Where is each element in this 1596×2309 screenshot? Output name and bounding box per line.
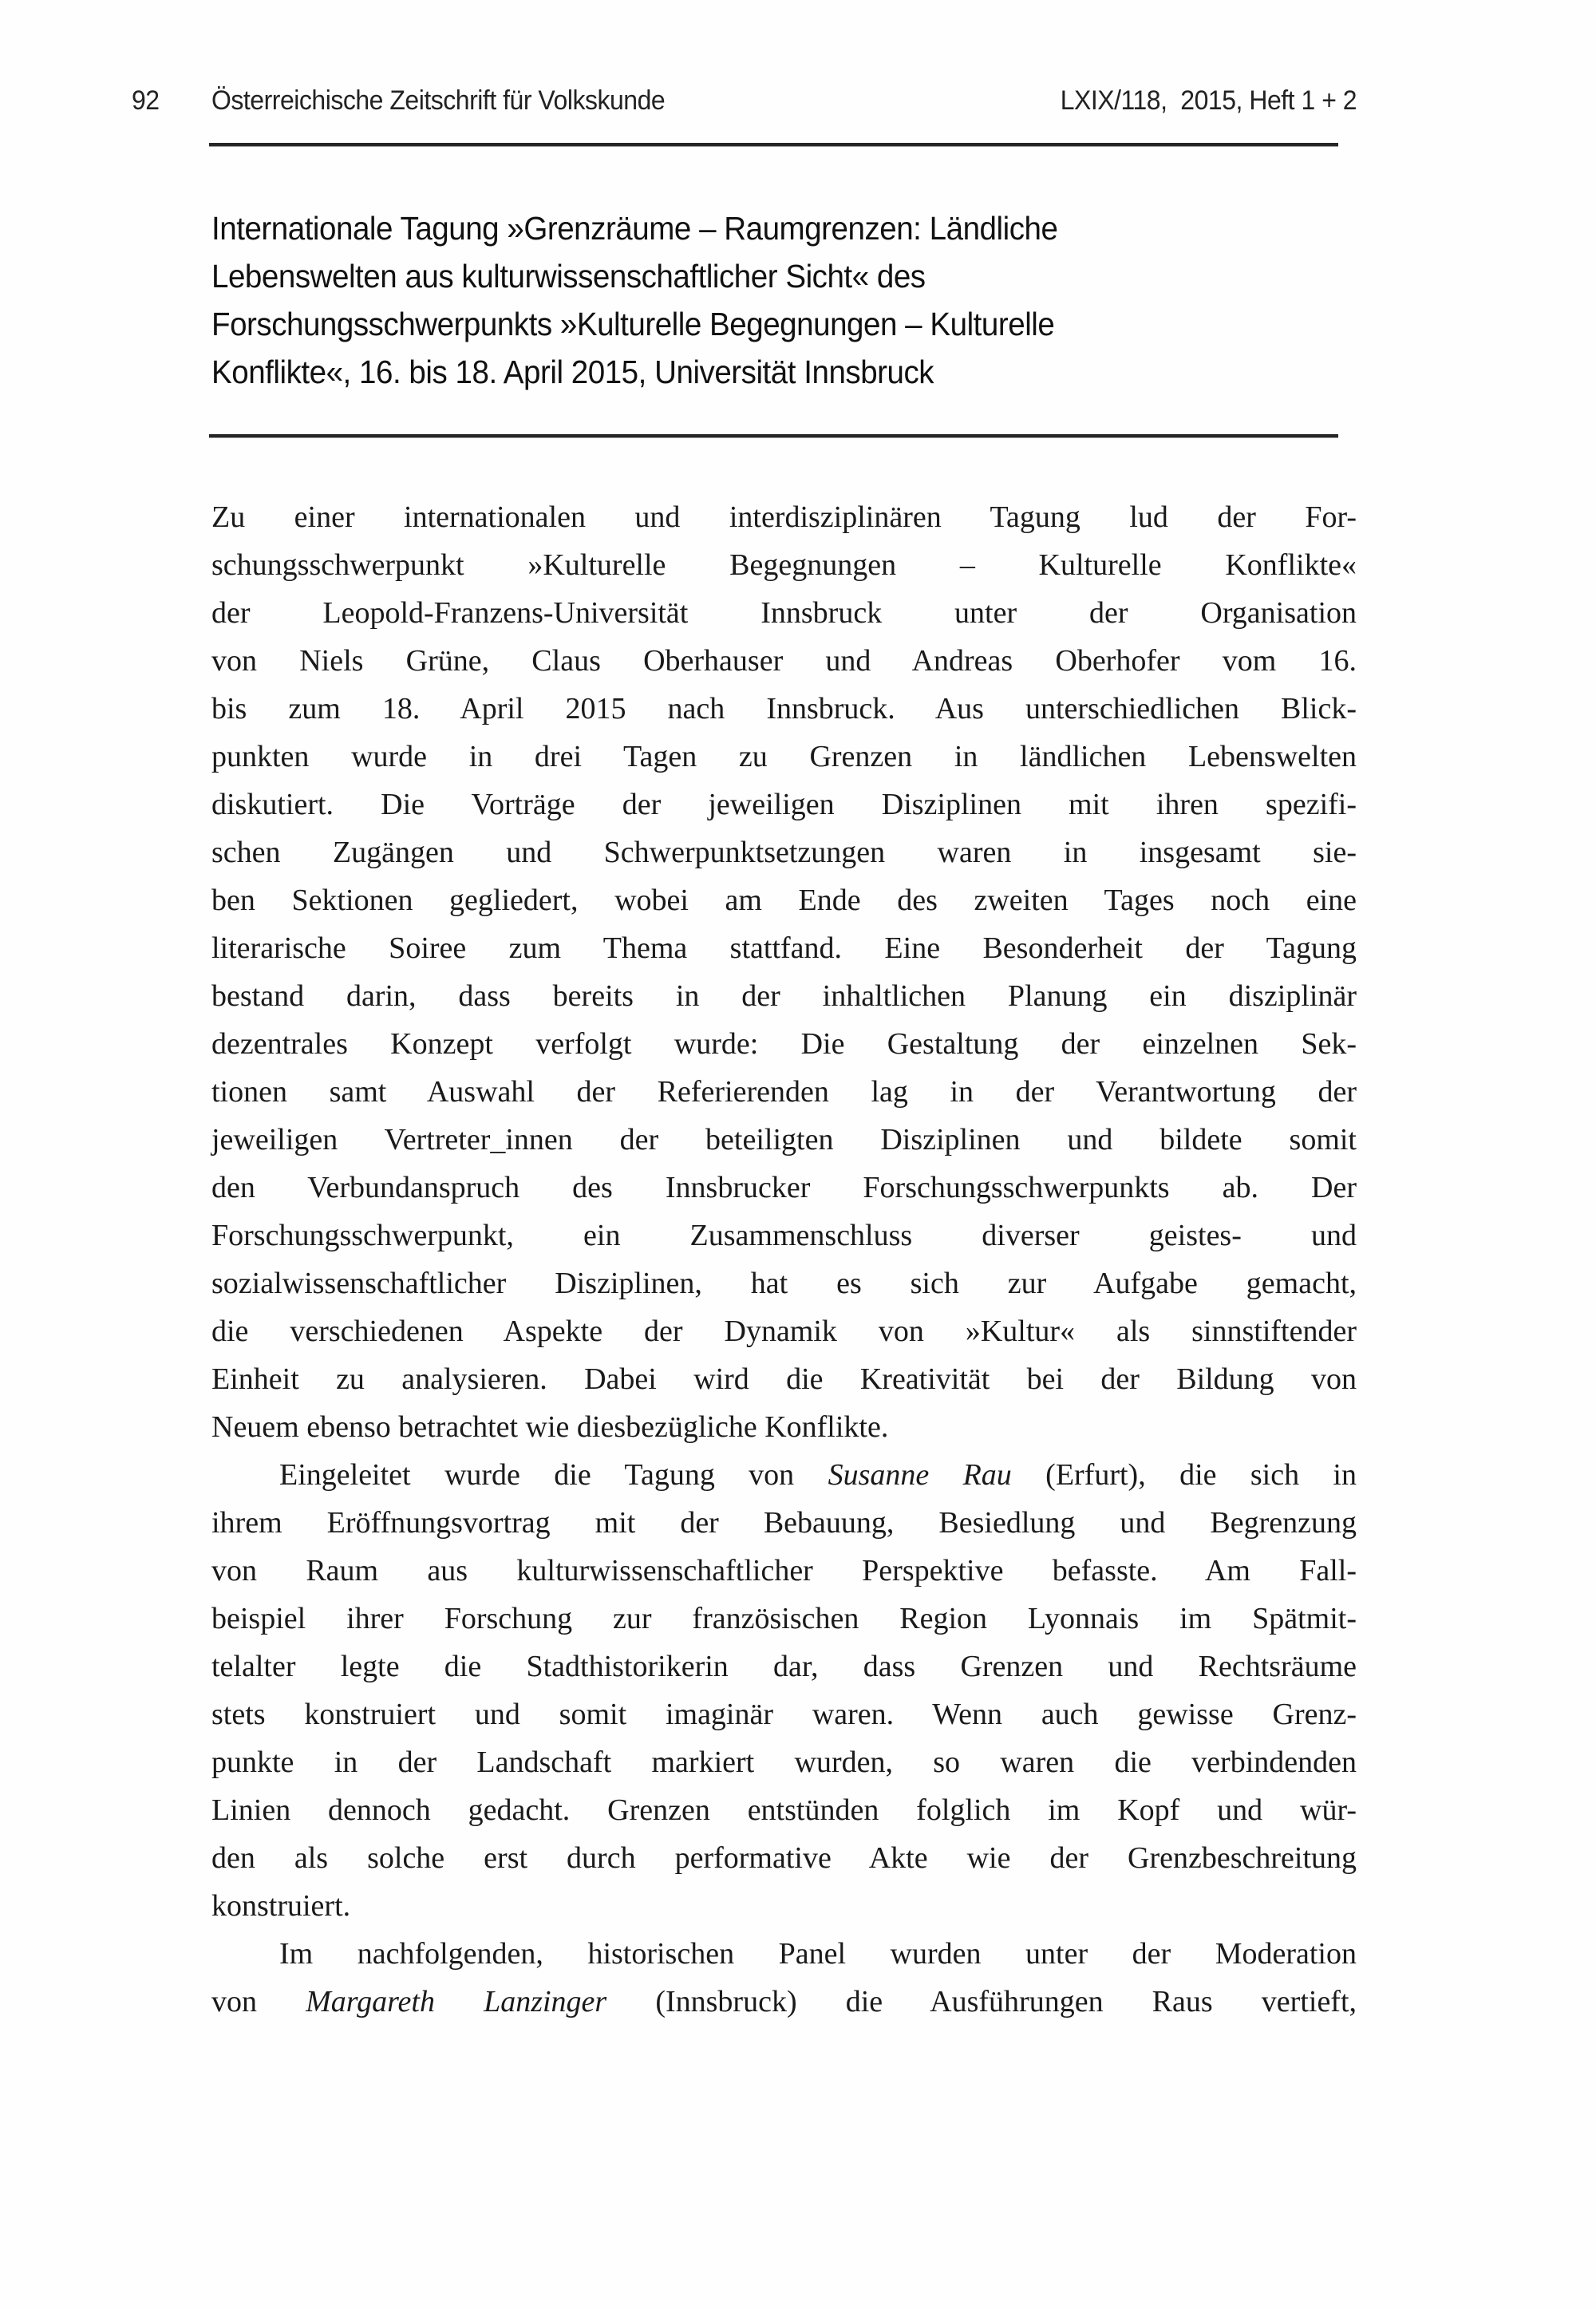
article-title-line: Konflikte«, 16. bis 18. April 2015, Universität Innsbruck xyxy=(211,354,934,390)
running-head xyxy=(132,83,1357,118)
paragraph xyxy=(211,493,1357,1451)
person-name-italic: Margareth Lanzinger xyxy=(306,1985,607,2018)
body-line: Im nachfolgenden, historischen Panel wurden unter der Moderation xyxy=(279,1937,1357,1971)
article-title-line: Internationale Tagung »Grenzräume – Raumgrenzen: Ländliche xyxy=(211,210,1058,247)
body-line: punkte in der Landschaft markiert wurden, so waren die verbindenden xyxy=(211,1746,1357,1779)
article-title-line: Lebenswelten aus kulturwissenschaftlicher Sicht« des xyxy=(211,258,926,295)
body-line: von Margareth Lanzinger (Innsbruck) die Ausführungen Raus vertieft, xyxy=(211,1985,1357,2018)
body-line: dezentrales Konzept verfolgt wurde: Die Gestaltung der einzelnen Sek- xyxy=(211,1027,1357,1061)
body-line: beispiel ihrer Forschung zur französischen Region Lyonnais im Spätmit- xyxy=(211,1602,1357,1635)
body-line: punkten wurde in drei Tagen zu Grenzen in ländlichen Lebenswelten xyxy=(211,740,1357,773)
body-line: Neuem ebenso betrachtet wie diesbezügliche Konflikte. xyxy=(211,1410,889,1444)
body-line: Linien dennoch gedacht. Grenzen entstünden folglich im Kopf und wür- xyxy=(211,1793,1357,1827)
article-title-line: Forschungsschwerpunkts »Kulturelle Begegnungen – Kulturelle xyxy=(211,306,1055,342)
body-line: Forschungsschwerpunkt, ein Zusammenschluss diverser geistes- und xyxy=(211,1219,1357,1252)
body-line: bestand darin, dass bereits in der inhaltlichen Planung ein disziplinär xyxy=(211,979,1357,1013)
body-line: diskutiert. Die Vorträge der jeweiligen Disziplinen mit ihren spezifi- xyxy=(211,788,1357,821)
body-line: ihrem Eröffnungsvortrag mit der Bebauung, Besiedlung und Begrenzung xyxy=(211,1506,1357,1540)
body-line: jeweiligen Vertreter_innen der beteiligten Disziplinen und bildete somit xyxy=(211,1123,1357,1156)
body-line: Eingeleitet wurde die Tagung von Susanne Rau (Erfurt), die sich in xyxy=(279,1458,1357,1492)
body-line: ben Sektionen gegliedert, wobei am Ende des zweiten Tages noch eine xyxy=(211,884,1357,917)
body-line: von Niels Grüne, Claus Oberhauser und Andreas Oberhofer vom 16. xyxy=(211,644,1357,678)
body-line: Zu einer internationalen und interdisziplinären Tagung lud der For- xyxy=(211,500,1357,534)
page-number: 92 xyxy=(132,85,160,116)
body-line: stets konstruiert und somit imaginär waren. Wenn auch gewisse Grenz- xyxy=(211,1698,1357,1731)
article-title xyxy=(211,204,1408,396)
person-name-italic: Susanne Rau xyxy=(828,1458,1012,1492)
body-line: bis zum 18. April 2015 nach Innsbruck. Aus unterschiedlichen Blick- xyxy=(211,692,1357,726)
journal-title: Österreichische Zeitschrift für Volkskunde xyxy=(211,85,666,116)
body-line: schungsschwerpunkt »Kulturelle Begegnungen – Kulturelle Konflikte« xyxy=(211,548,1357,582)
body-line: den Verbundanspruch des Innsbrucker Forschungsschwerpunkts ab. Der xyxy=(211,1171,1357,1204)
body-line: Einheit zu analysieren. Dabei wird die Kreativität bei der Bildung von xyxy=(211,1362,1357,1396)
title-divider xyxy=(209,434,1338,438)
body-line: der Leopold-Franzens-Universität Innsbruck unter der Organisation xyxy=(211,596,1357,630)
body-line: sozialwissenschaftlicher Disziplinen, hat es sich zur Aufgabe gemacht, xyxy=(211,1267,1357,1300)
body-line: den als solche erst durch performative Akte wie der Grenzbeschreitung xyxy=(211,1841,1357,1875)
body-line: die verschiedenen Aspekte der Dynamik von »Kultur« als sinnstiftender xyxy=(211,1315,1357,1348)
issue-info: LXIX/118, 2015, Heft 1 + 2 xyxy=(1060,85,1357,116)
paragraph xyxy=(211,1451,1357,1930)
header-divider xyxy=(209,143,1338,147)
paragraph xyxy=(211,1930,1357,2026)
body-line: schen Zugängen und Schwerpunktsetzungen waren in insgesamt sie- xyxy=(211,836,1357,869)
body-line: konstruiert. xyxy=(211,1889,351,1923)
article-body xyxy=(211,493,1357,2026)
body-line: tionen samt Auswahl der Referierenden lag in der Verantwortung der xyxy=(211,1075,1357,1109)
body-line: literarische Soiree zum Thema stattfand. Eine Besonderheit der Tagung xyxy=(211,931,1357,965)
body-line: von Raum aus kulturwissenschaftlicher Perspektive befasste. Am Fall- xyxy=(211,1554,1357,1587)
body-line: telalter legte die Stadthistorikerin dar, dass Grenzen und Rechtsräume xyxy=(211,1650,1357,1683)
